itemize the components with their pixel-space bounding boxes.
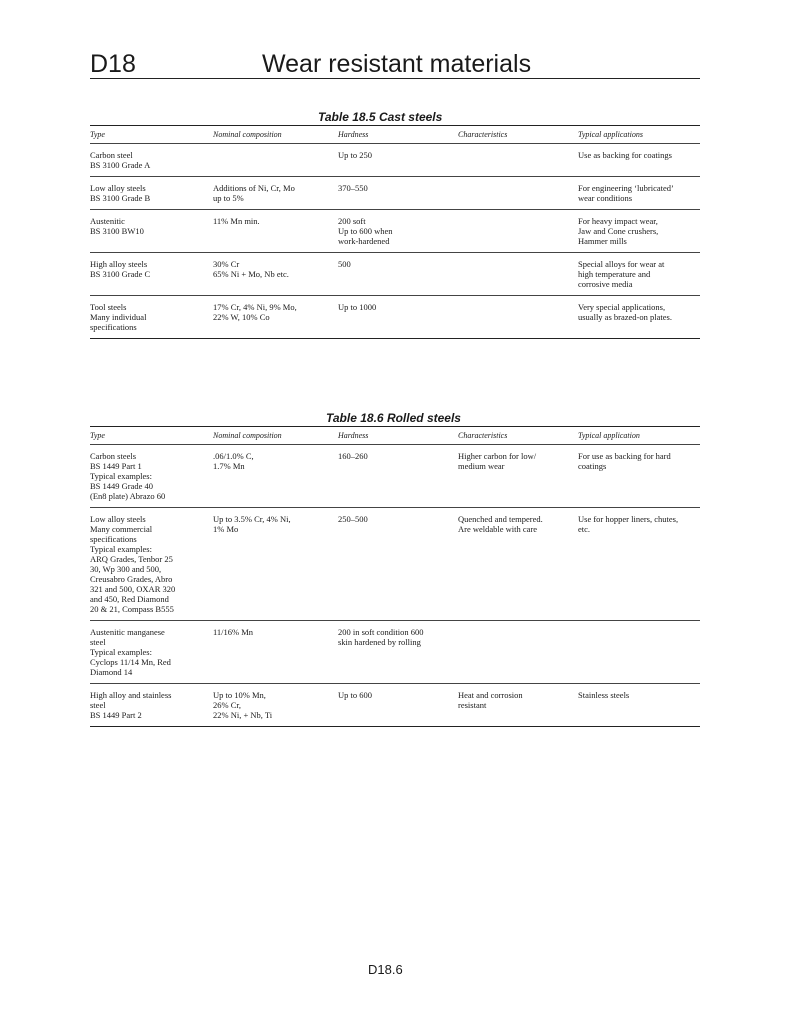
table-cell: Carbon steel BS 3100 Grade A [90,144,213,177]
table-cell: Higher carbon for low/ medium wear [458,445,578,508]
table-number: Table 18.6 [326,411,384,425]
table-cell: Stainless steels [578,684,700,727]
table-row [90,684,700,727]
column-header: Hardness [338,427,458,445]
table-cell: For heavy impact wear, Jaw and Cone crushers, Hammer mills [578,210,700,253]
table-row [90,144,700,177]
table-cell: 200 soft Up to 600 when work-hardened [338,210,458,253]
table-cell: 250–500 [338,508,458,621]
table-cell: Up to 10% Mn, 26% Cr, 22% Ni, + Nb, Ti [213,684,338,727]
section-code: D18 [90,50,136,78]
table-cell: Low alloy steels Many commercial specifications Typical examples: ARQ Grades, Tenbor 25 30, Wp 300 and 500, Creusabro Grades, Abro 321 and 500, OXAR 320 and 450, Red Diamond 20 & 21, Compass B555 [90,508,213,621]
table-row [90,621,700,684]
table-cell: 500 [338,253,458,296]
table-rolled-steels [90,426,700,727]
table-cell: Up to 3.5% Cr, 4% Ni, 1% Mo [213,508,338,621]
column-header: Typical application [578,427,700,445]
column-header: Type [90,126,213,144]
table-cell: Up to 250 [338,144,458,177]
table-cell [578,621,700,684]
column-header: Characteristics [458,126,578,144]
column-header: Hardness [338,126,458,144]
table-caption-rolled-steels [326,411,461,425]
table-cell [458,210,578,253]
table-row [90,445,700,508]
table-cell: Quenched and tempered. Are weldable with care [458,508,578,621]
table-cell: 160–260 [338,445,458,508]
page-title: Wear resistant materials [262,50,532,78]
table-cell: 11/16% Mn [213,621,338,684]
table-cell [458,621,578,684]
table-cell: Up to 1000 [338,296,458,339]
table-cell: Use as backing for coatings [578,144,700,177]
table-cell [458,177,578,210]
table-cell: 30% Cr 65% Ni + Mo, Nb etc. [213,253,338,296]
table-cell: 17% Cr, 4% Ni, 9% Mo, 22% W, 10% Co [213,296,338,339]
table-header-row [90,126,700,144]
table-cell: Austenitic manganese steel Typical examples: Cyclops 11/14 Mn, Red Diamond 14 [90,621,213,684]
table-cell: .06/1.0% C, 1.7% Mn [213,445,338,508]
table-number: Table 18.5 [318,110,376,124]
table-name: Rolled steels [386,411,461,425]
table-cell: 200 in soft condition 600 skin hardened by rolling [338,621,458,684]
table-cell: High alloy and stainless steel BS 1449 Part 2 [90,684,213,727]
table-cell: Very special applications, usually as brazed-on plates. [578,296,700,339]
table-row [90,296,700,339]
table-caption-cast-steels [318,110,442,124]
page-number: D18.6 [368,962,403,977]
table-cell: Carbon steels BS 1449 Part 1 Typical examples: BS 1449 Grade 40 (En8 plate) Abrazo 60 [90,445,213,508]
table-header-row [90,427,700,445]
table-cell: 370–550 [338,177,458,210]
table-row [90,253,700,296]
table-cell: For engineering ‘lubricated’ wear conditions [578,177,700,210]
table-cell: Heat and corrosion resistant [458,684,578,727]
table-cell: 11% Mn min. [213,210,338,253]
table-cell [458,253,578,296]
table-row [90,508,700,621]
table-cell [458,144,578,177]
table-cell: Tool steels Many individual specifications [90,296,213,339]
table-cell: High alloy steels BS 3100 Grade C [90,253,213,296]
table-cell: Low alloy steels BS 3100 Grade B [90,177,213,210]
table-cell: Austenitic BS 3100 BW10 [90,210,213,253]
column-header: Characteristics [458,427,578,445]
table-name: Cast steels [378,110,443,124]
column-header: Nominal composition [213,427,338,445]
table-cell: Up to 600 [338,684,458,727]
table-cast-steels [90,125,700,339]
column-header: Typical applications [578,126,700,144]
table-cell: Special alloys for wear at high temperature and corrosive media [578,253,700,296]
table-row [90,177,700,210]
table-row [90,210,700,253]
header-rule [90,78,700,79]
table-cell: Additions of Ni, Cr, Mo up to 5% [213,177,338,210]
column-header: Nominal composition [213,126,338,144]
table-cell [458,296,578,339]
table-cell: Use for hopper liners, chutes, etc. [578,508,700,621]
table-cell: For use as backing for hard coatings [578,445,700,508]
table-cell [213,144,338,177]
column-header: Type [90,427,213,445]
